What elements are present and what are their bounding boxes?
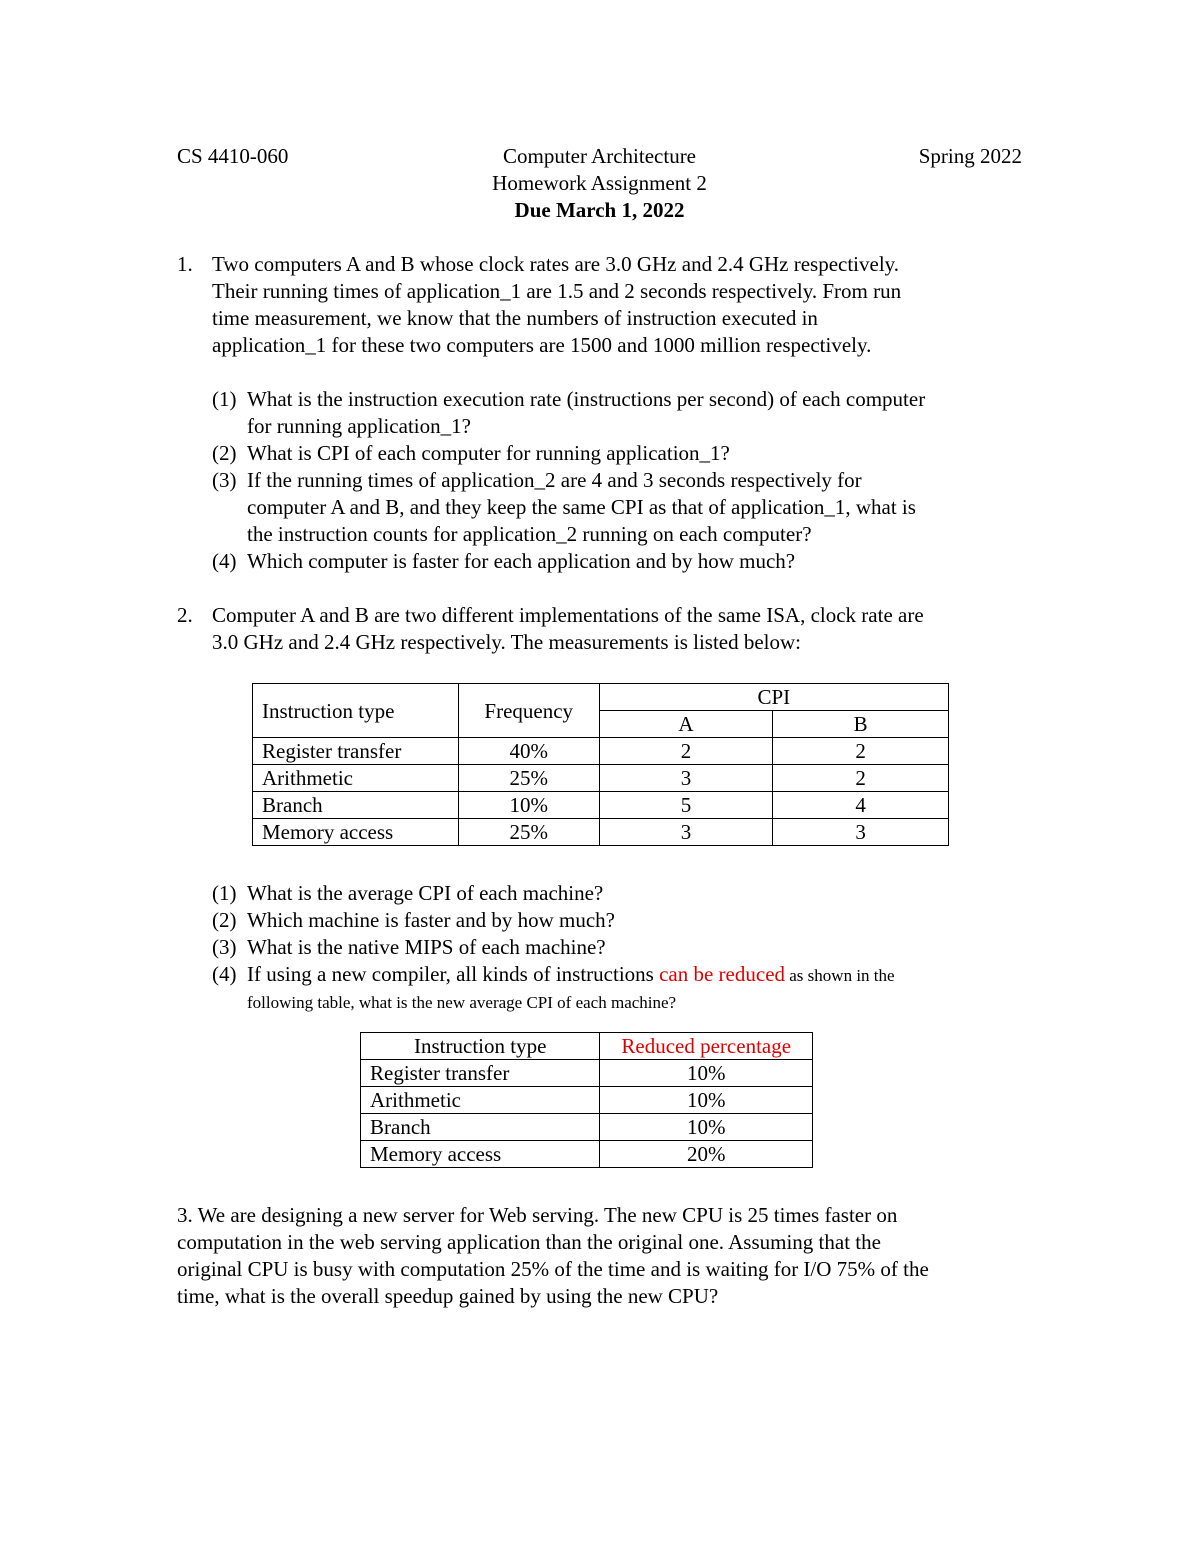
text-line: the instruction counts for application_2 running on each computer?	[247, 522, 812, 546]
reduction-table	[360, 1032, 813, 1168]
text-line: computation in the web serving application than the original one. Assuming that the	[177, 1230, 881, 1254]
question-2-text	[212, 602, 1017, 656]
question-2-number: 2.	[177, 603, 193, 627]
cell-frequency: 40%	[458, 738, 599, 765]
sub-label: (2)	[212, 441, 237, 465]
text-line: Computer A and B are two different implementations of the same ISA, clock rate are	[212, 603, 924, 627]
cell-cpi-b: 4	[773, 792, 949, 819]
text-line	[247, 961, 1022, 989]
cell-type: Register transfer	[253, 738, 459, 765]
cell-percentage: 20%	[600, 1141, 813, 1168]
question-2-sub-2	[212, 907, 1022, 934]
cell-type: Branch	[361, 1114, 600, 1141]
cell-type: Register transfer	[361, 1060, 600, 1087]
table-row	[253, 792, 949, 819]
text-line: What is the instruction execution rate (instructions per second) of each computer	[247, 387, 926, 411]
highlight-can-be-reduced: can be reduced	[659, 962, 786, 986]
assignment-title: Homework Assignment 2	[492, 171, 707, 195]
text-line: time, what is the overall speedup gained by using the new CPU?	[177, 1284, 719, 1308]
text-line: for running application_1?	[247, 414, 471, 438]
table-row	[361, 1114, 813, 1141]
text-line: Which computer is faster for each application and by how much?	[247, 549, 796, 573]
sub-label: (3)	[212, 935, 237, 959]
header-reduced-percentage: Reduced percentage	[600, 1033, 813, 1060]
text-line: following table, what is the new average CPI of each machine?	[247, 993, 677, 1012]
text-line: If the running times of application_2 are 4 and 3 seconds respectively for	[247, 468, 862, 492]
cell-type: Branch	[253, 792, 459, 819]
header-frequency: Frequency	[458, 684, 599, 738]
text-line: time measurement, we know that the numbers of instruction executed in	[212, 306, 818, 330]
sub-label: (1)	[212, 881, 237, 905]
cell-type: Memory access	[253, 819, 459, 846]
question-3-text	[177, 1202, 1027, 1310]
table-row	[253, 819, 949, 846]
table-row	[361, 1087, 813, 1114]
cell-cpi-b: 2	[773, 765, 949, 792]
sub-label: (3)	[212, 468, 237, 492]
sub-text-part1: If using a new compiler, all kinds of instructions	[247, 962, 660, 986]
cell-frequency: 25%	[458, 819, 599, 846]
question-1-sub-2	[212, 440, 1022, 467]
cell-percentage: 10%	[600, 1114, 813, 1141]
table-row	[253, 738, 949, 765]
cell-cpi-a: 2	[599, 738, 773, 765]
question-1-sub-3	[212, 467, 1022, 548]
cell-frequency: 25%	[458, 765, 599, 792]
question-2-sub-1	[212, 880, 1022, 907]
text-line: What is CPI of each computer for running application_1?	[247, 441, 730, 465]
header-cpi: CPI	[599, 684, 948, 711]
course-code: CS 4410-060	[177, 144, 289, 168]
text-line: Their running times of application_1 are 1.5 and 2 seconds respectively. From run	[212, 279, 902, 303]
question-2-sub-3	[212, 934, 1022, 961]
cell-type: Arithmetic	[361, 1087, 600, 1114]
cell-cpi-a: 3	[599, 819, 773, 846]
text-line: 3. We are designing a new server for Web serving. The new CPU is 25 times faster on	[177, 1203, 898, 1227]
sub-label: (4)	[212, 962, 237, 986]
cell-frequency: 10%	[458, 792, 599, 819]
text-line: 3.0 GHz and 2.4 GHz respectively. The measurements is listed below:	[212, 630, 802, 654]
table-row	[361, 1060, 813, 1087]
term: Spring 2022	[918, 144, 1022, 168]
question-2-sub-4	[212, 961, 1022, 1016]
question-1-sub-4	[212, 548, 1022, 575]
text-line: Two computers A and B whose clock rates are 3.0 GHz and 2.4 GHz respectively.	[212, 252, 900, 276]
sub-text: Which machine is faster and by how much?	[247, 908, 615, 932]
cell-type: Arithmetic	[253, 765, 459, 792]
cell-percentage: 10%	[600, 1087, 813, 1114]
header-instruction-type: Instruction type	[253, 684, 459, 738]
cell-type: Memory access	[361, 1141, 600, 1168]
sub-label: (4)	[212, 549, 237, 573]
header-cpi-a: A	[599, 711, 773, 738]
sub-label: (1)	[212, 387, 237, 411]
header-instruction-type: Instruction type	[361, 1033, 600, 1060]
cell-cpi-a: 3	[599, 765, 773, 792]
table-row	[253, 765, 949, 792]
sub-text: What is the average CPI of each machine?	[247, 881, 604, 905]
sub-label: (2)	[212, 908, 237, 932]
text-line: computer A and B, and they keep the same CPI as that of application_1, what is	[247, 495, 916, 519]
question-1-number: 1.	[177, 252, 193, 276]
header-cpi-b: B	[773, 711, 949, 738]
cpi-table	[252, 683, 949, 846]
sub-text: What is the native MIPS of each machine?	[247, 935, 606, 959]
cell-percentage: 10%	[600, 1060, 813, 1087]
cell-cpi-b: 3	[773, 819, 949, 846]
header	[177, 143, 1022, 224]
question-1-sub-1	[212, 386, 1022, 440]
cell-cpi-b: 2	[773, 738, 949, 765]
cell-cpi-a: 5	[599, 792, 773, 819]
text-line: application_1 for these two computers are 1500 and 1000 million respectively.	[212, 333, 872, 357]
text-line: original CPU is busy with computation 25% of the time and is waiting for I/O 75% of the	[177, 1257, 929, 1281]
due-date: Due March 1, 2022	[514, 198, 685, 222]
course-title: Computer Architecture	[502, 144, 697, 168]
sub-text-part2: as shown in the	[785, 966, 895, 985]
question-1-text	[212, 251, 1017, 359]
table-row	[361, 1141, 813, 1168]
